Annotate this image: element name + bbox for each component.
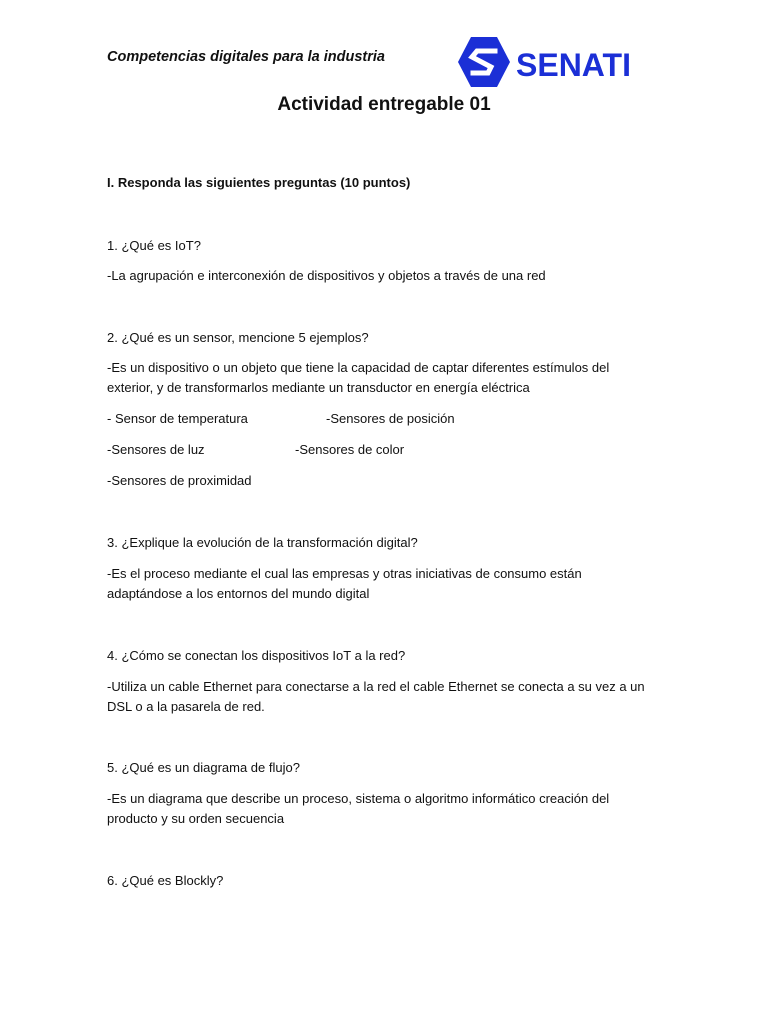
document-title: Actividad entregable 01 (277, 94, 491, 115)
section-heading: I. Responda las siguientes preguntas (10 puntos) (107, 175, 411, 190)
question-2: 2. ¿Qué es un sensor, mencione 5 ejemplos? (107, 330, 369, 345)
sensor-example-2: -Sensores de posición (326, 411, 455, 426)
sensor-example-3: -Sensores de luz (107, 442, 205, 457)
header-subtitle: Competencias digitales para la industria (107, 49, 385, 65)
sensor-example-1: - Sensor de temperatura (107, 411, 248, 426)
answer-3: -Es el proceso mediante el cual las empresas y otras iniciativas de consumo están adaptándose a los entornos del mundo digital (107, 566, 582, 601)
question-5: 5. ¿Qué es un diagrama de flujo? (107, 760, 300, 775)
logo-text: SENATI (516, 47, 631, 83)
sensor-example-4: -Sensores de color (295, 442, 405, 457)
answer-2: -Es un dispositivo o un objeto que tiene la capacidad de captar diferentes estímulos del exterior, y de transformarlos mediante un transductor en energía eléctrica (107, 360, 610, 395)
question-6: 6. ¿Qué es Blockly? (107, 873, 224, 888)
answer-1: -La agrupación e interconexión de dispositivos y objetos a través de una red (107, 268, 546, 283)
question-3: 3. ¿Explique la evolución de la transformación digital? (107, 535, 418, 550)
sensor-example-5: -Sensores de proximidad (107, 473, 252, 488)
question-4: 4. ¿Cómo se conectan los dispositivos IoT a la red? (107, 648, 406, 663)
senati-emblem-icon (458, 37, 510, 87)
answer-5: -Es un diagrama que describe un proceso, sistema o algoritmo informático creación del producto y su orden secuencia (107, 791, 610, 826)
answer-4: -Utiliza un cable Ethernet para conectarse a la red el cable Ethernet se conecta a su vez a un DSL o a la pasarela de red. (107, 679, 645, 714)
question-1: 1. ¿Qué es IoT? (107, 238, 201, 253)
senati-logo (458, 36, 648, 88)
